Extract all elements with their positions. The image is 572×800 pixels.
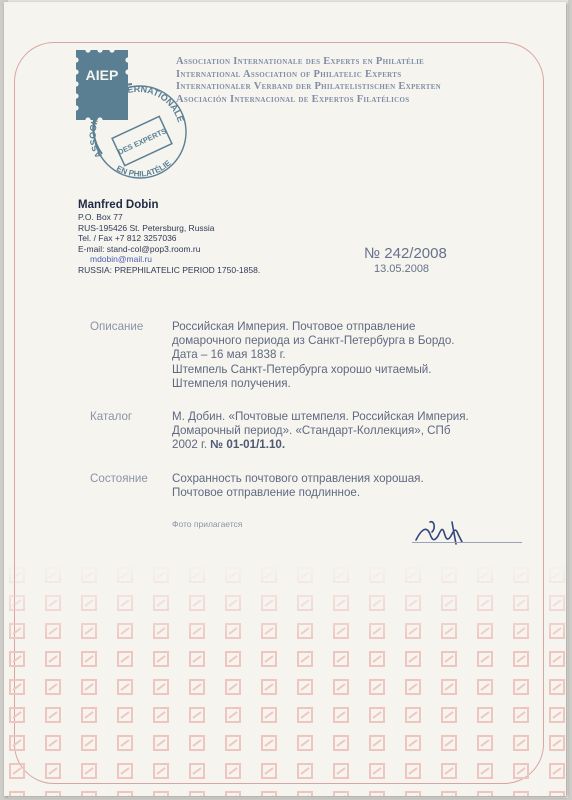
catalog-line-prefix: 2002 г. <box>172 438 211 452</box>
association-fr: Association Internationale des Experts en Philatélie <box>176 56 425 67</box>
logo-mark: AIEP <box>85 67 119 83</box>
association-es: Asociación Internacional de Expertos Filatélicos <box>176 93 410 105</box>
association-names <box>176 56 556 106</box>
catalog-label: Каталог <box>90 410 133 423</box>
description-line: Российская Империя. Почтовое отправление <box>172 320 416 333</box>
description-line: Дата – 16 мая 1838 г. <box>172 348 286 362</box>
sender-specialty: RUSSIA: PREPHILATELIC PERIOD 1750-1858. <box>78 264 261 275</box>
condition-line: Почтовое отправление подлинное. <box>172 486 361 500</box>
catalog-line: М. Добин. «Почтовые штемпеля. Российская Империя. <box>172 410 469 423</box>
sender-po-box: P.O. Box 77 <box>78 212 123 222</box>
description-text <box>172 320 522 391</box>
logo-ring-text: ASSOCIATION INTERNATIONALE <box>87 83 186 160</box>
catalog-line: Домарочный период». «Стандарт-Коллекция», СПб <box>172 424 451 438</box>
description-line: Штемпель Санкт-Петербурга хорошо читаемый. <box>172 362 432 376</box>
sender-email2[interactable]: mdobin@mail.ru <box>90 254 153 265</box>
sender-name: Manfred Dobin <box>78 199 159 211</box>
catalog-line-3 <box>172 438 522 452</box>
sender-email: E-mail: stand-col@pop3.room.ru <box>78 243 201 254</box>
sender-phone: Tel. / Fax +7 812 3257036 <box>78 233 177 244</box>
certificate-sheet <box>4 2 566 796</box>
condition-line: Сохранность почтового отправления хорошая. <box>172 472 424 485</box>
catalog-text <box>172 410 522 453</box>
signature-line <box>412 542 522 543</box>
aiep-logo <box>72 46 192 186</box>
photo-note: Фото прилагается <box>172 519 243 529</box>
association-en: International Association of Philatelic Experts <box>176 68 402 80</box>
catalog-number: № 01-01/1.10. <box>210 438 286 452</box>
signature <box>412 512 472 552</box>
condition-text <box>172 472 522 500</box>
condition-label: Состояние <box>90 472 148 485</box>
sender-block <box>78 198 358 276</box>
sender-address: RUS-195426 St. Petersburg, Russia <box>78 222 215 233</box>
association-de: Internationaler Verband der Philatelistischen Experten <box>176 81 442 92</box>
certificate-date: 13.05.2008 <box>374 263 430 275</box>
description-line: Штемпеля получения. <box>172 376 291 390</box>
description-line: домарочного периода из Санкт-Петербурга в Бордо. <box>172 334 455 348</box>
logo-inner-text: DES EXPERTS <box>116 126 168 157</box>
certificate-number: № 242/2008 <box>364 245 447 262</box>
security-pattern <box>4 562 566 796</box>
description-label: Описание <box>90 320 144 333</box>
logo-ring-bottom: EN PHILATÉLIE <box>114 158 173 179</box>
